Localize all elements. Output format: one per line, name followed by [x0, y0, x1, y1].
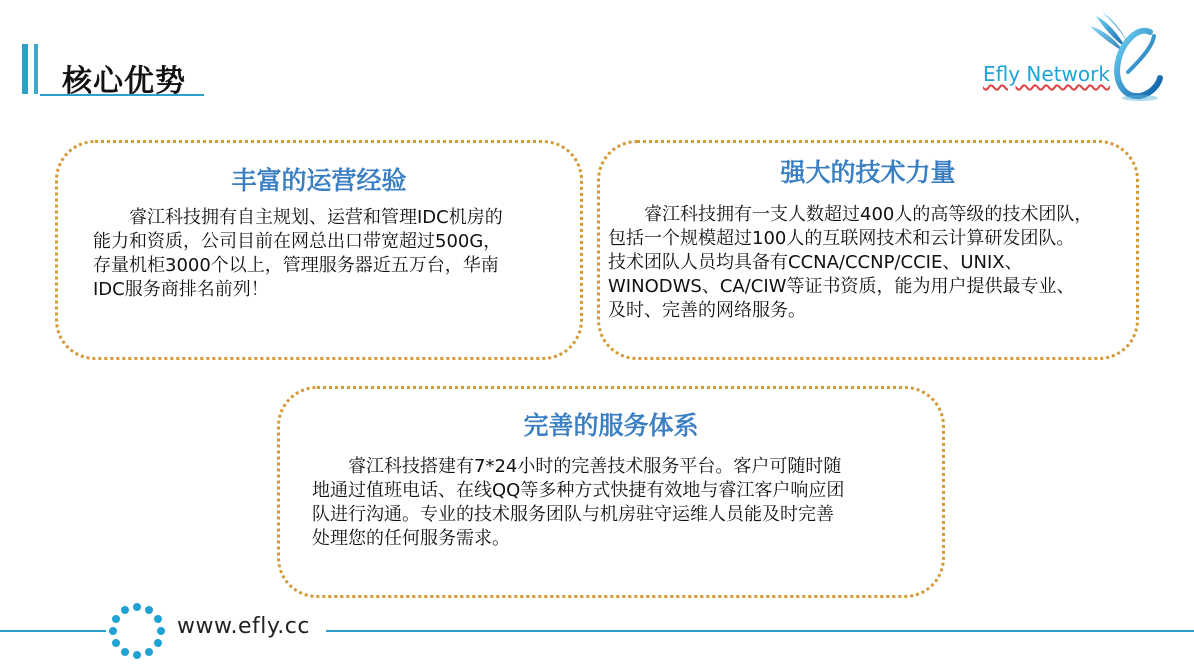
logo-text-value: Efly Network — [983, 62, 1110, 86]
body-line: 睿江科技搭建有7*24小时的完善技术服务平台。客户可随时随 — [312, 456, 842, 477]
section-title: 强大的技术力量 — [780, 158, 956, 187]
footer-divider — [0, 630, 106, 632]
body-line: WINODWS、CA/CIW等证书资质，能为用户提供最专业、 — [608, 276, 1075, 297]
body-line: 处理您的任何服务需求。 — [312, 528, 510, 549]
body-line: 睿江科技拥有一支人数超过400人的高等级的技术团队， — [608, 204, 1093, 225]
body-line: 队进行沟通。专业的技术服务团队与机房驻守运维人员能及时完善 — [312, 504, 834, 525]
section-body — [608, 203, 1143, 323]
website-url: www.efly.cc — [177, 614, 310, 639]
body-line: 能力和资质，公司目前在网总出口带宽超过500G， — [93, 231, 502, 252]
section-card-technology — [597, 140, 1139, 360]
body-line: 包括一个规模超过100人的互联网技术和云计算研发团队。 — [608, 228, 1075, 249]
section-body — [312, 455, 916, 551]
body-line: 地通过值班电话、在线QQ等多种方式快捷有效地与睿江客户响应团 — [312, 480, 845, 501]
body-line: IDC服务商排名前列！ — [93, 279, 269, 300]
footer-divider — [326, 630, 1194, 632]
section-body — [93, 206, 573, 302]
section-card-operations — [55, 140, 583, 360]
dot-ring-icon — [108, 602, 166, 660]
section-title: 丰富的运营经验 — [231, 166, 407, 195]
body-line: 技术团队人员均具备有CCNA/CCNP/CCIE、UNIX、 — [608, 252, 1023, 273]
body-line: 睿江科技拥有自主规划、运营和管理IDC机房的 — [93, 207, 503, 228]
section-card-service — [277, 386, 945, 598]
title-bar-stripe — [34, 44, 38, 94]
page-title: 核心优势 — [62, 64, 186, 99]
brand-logo — [983, 12, 1168, 104]
title-bar-stripe — [22, 44, 28, 94]
efly-wing-icon — [1088, 12, 1168, 104]
section-title: 完善的服务体系 — [523, 411, 699, 440]
body-line: 及时、完善的网络服务。 — [608, 300, 806, 321]
body-line: 存量机柜3000个以上，管理服务器近五万台，华南 — [93, 255, 499, 276]
